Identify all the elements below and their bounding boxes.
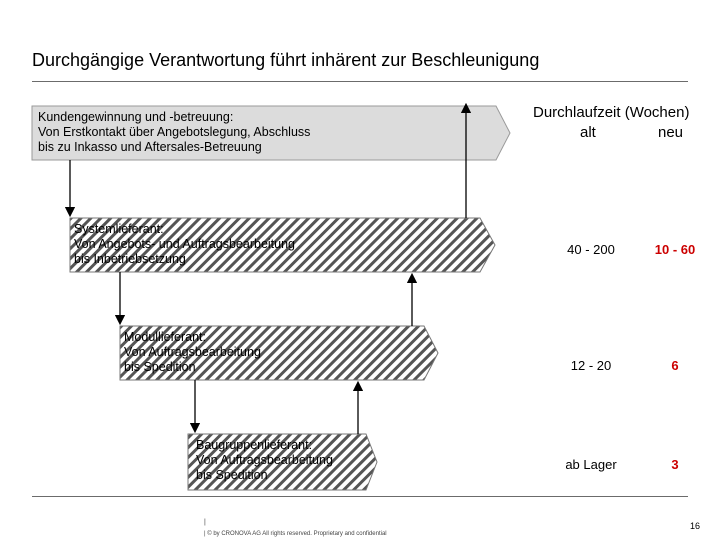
value-neu-assembly: 3 [671, 457, 679, 472]
value-alt-module: 12 - 20 [570, 358, 612, 373]
value-alt-assembly: ab Lager [565, 457, 617, 472]
stage-desc: Von Angebots- und Auftragsbearbeitung [74, 237, 296, 251]
stage-text-module [124, 330, 261, 375]
column-header-title: Durchlaufzeit (Wochen) [533, 104, 690, 121]
footer-mark: | [204, 519, 206, 526]
page-number: 16 [690, 521, 701, 531]
stage-title: Systemlieferant: [74, 222, 164, 236]
stage-desc: bis zu Inkasso und Aftersales-Betreuung [38, 140, 262, 154]
footer-copyright: | © by CRONOVA AG All rights reserved. Proprietary and confidential [204, 531, 387, 537]
stage-text-system [74, 222, 295, 267]
stage-title: Kundengewinnung und -betreuung: [38, 110, 234, 124]
value-alt-system: 40 - 200 [567, 242, 615, 257]
stage-desc: bis Spedition [124, 360, 196, 374]
value-neu-module: 6 [671, 358, 679, 373]
stage-desc: Von Auftragsbearbeitung [196, 453, 333, 467]
value-neu-system: 10 - 60 [654, 242, 696, 257]
column-header-alt: alt [580, 124, 596, 141]
stage-text-customer [38, 110, 310, 155]
stage-desc: Von Auftragsbearbeitung [124, 345, 261, 359]
stage-title: Baugruppenlieferant: [196, 438, 313, 452]
stage-desc: bis Spedition [196, 468, 268, 482]
footer-divider [32, 496, 688, 497]
stage-title: Modullieferant: [124, 330, 206, 344]
page-title: Durchgängige Verantwortung führt inhärent zur Beschleunigung [32, 50, 540, 70]
column-header-neu: neu [658, 124, 684, 141]
stage-text-assembly [196, 438, 333, 483]
stage-desc: Von Erstkontakt über Angebotslegung, Abschluss [38, 125, 311, 139]
stage-desc: bis Inbetriebsetzung [74, 252, 186, 266]
